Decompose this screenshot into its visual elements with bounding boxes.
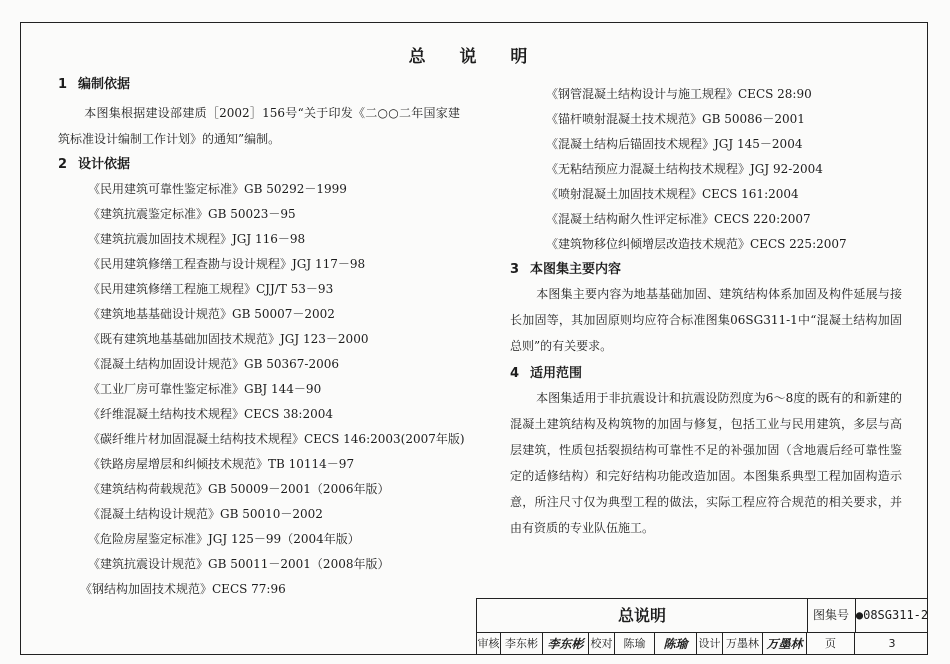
list-item: 《铁路房屋增层和纠倾技术规范》TB 10114－97 bbox=[88, 457, 355, 471]
section-3-heading bbox=[510, 261, 902, 279]
list-item: 《工业厂房可靠性鉴定标准》GBJ 144－90 bbox=[88, 382, 322, 396]
list-item: 《建筑结构荷载规范》GB 50009－2001（2006年版） bbox=[88, 482, 390, 496]
list-item: 《混凝土结构加固设计规范》GB 50367-2006 bbox=[88, 357, 339, 371]
list-item: 《喷射混凝土加固技术规程》CECS 161:2004 bbox=[546, 187, 799, 201]
check-signature: 陈瑜 bbox=[655, 633, 697, 655]
title-block-bottom-row bbox=[477, 633, 928, 655]
list-item: 《无粘结预应力混凝土结构技术规程》JGJ 92-2004 bbox=[546, 162, 823, 176]
standards-list-right bbox=[510, 82, 902, 257]
page-title: 总 说 明 bbox=[408, 47, 542, 67]
section-4-heading bbox=[510, 365, 902, 383]
list-item: 《危险房屋鉴定标准》JGJ 125－99（2004年版） bbox=[88, 532, 360, 546]
section-1-heading bbox=[58, 76, 490, 94]
drawing-title: 总说明 bbox=[477, 599, 808, 632]
list-item: 《碳纤维片材加固混凝土结构技术规程》CECS 146:2003(2007年版) bbox=[88, 432, 465, 446]
list-item: 《混凝土结构耐久性评定标准》CECS 220:2007 bbox=[546, 212, 811, 226]
section-number: 2 bbox=[58, 157, 68, 172]
section-title: 本图集主要内容 bbox=[530, 262, 622, 277]
list-item: 《民用建筑修缮工程查勘与设计规程》JGJ 117－98 bbox=[88, 257, 366, 271]
section-title: 适用范围 bbox=[530, 366, 583, 381]
list-item: 《建筑抗震设计规范》GB 50011－2001（2008年版） bbox=[88, 557, 390, 571]
list-item: 《锚杆喷射混凝土技术规范》GB 50086－2001 bbox=[546, 112, 805, 126]
atlas-number: ●08SG311-2 bbox=[855, 608, 929, 622]
list-item: 《建筑地基基础设计规范》GB 50007－2002 bbox=[88, 307, 335, 321]
atlas-number-label: 图集号 bbox=[807, 599, 856, 632]
design-name: 万墨林 bbox=[723, 633, 763, 655]
title-block bbox=[476, 598, 928, 655]
list-item: 《钢结构加固技术规范》CECS 77:96 bbox=[80, 582, 286, 596]
list-item: 《民用建筑可靠性鉴定标准》GB 50292－1999 bbox=[88, 182, 347, 196]
title-block-top-row bbox=[477, 599, 928, 633]
standards-list-left bbox=[58, 177, 490, 602]
list-item: 《混凝土结构后锚固技术规程》JGJ 145－2004 bbox=[546, 137, 803, 151]
page-label: 页 bbox=[807, 633, 855, 655]
section-number: 3 bbox=[510, 262, 520, 277]
section-number: 1 bbox=[58, 77, 68, 92]
check-name: 陈瑜 bbox=[615, 633, 655, 655]
check-label: 校对 bbox=[589, 633, 615, 655]
list-item: 《民用建筑修缮工程施工规程》CJJ/T 53－93 bbox=[88, 282, 334, 296]
list-item: 《纤维混凝土结构技术规程》CECS 38:2004 bbox=[88, 407, 334, 421]
section-3-paragraph: 本图集主要内容为地基基础加固、建筑结构体系加固及构件延展与接长加固等，其加固原则均应符合标准图集06SG311-1中“混凝土结构加固总则”的有关要求。 bbox=[510, 287, 902, 353]
list-item: 《混凝土结构设计规范》GB 50010－2002 bbox=[88, 507, 323, 521]
section-title: 设计依据 bbox=[78, 157, 131, 172]
list-item: 《钢管混凝土结构设计与施工规程》CECS 28:90 bbox=[546, 87, 812, 101]
list-item: 《建筑抗震鉴定标准》GB 50023－95 bbox=[88, 207, 296, 221]
list-item: 《建筑物移位纠倾增层改造技术规范》CECS 225:2007 bbox=[546, 237, 847, 251]
list-item: 《建筑抗震加固技术规程》JGJ 116－98 bbox=[88, 232, 306, 246]
left-column bbox=[58, 76, 490, 602]
design-signature: 万墨林 bbox=[763, 633, 807, 655]
right-column bbox=[510, 82, 902, 541]
review-signature: 李东彬 bbox=[543, 633, 589, 655]
section-4-paragraph: 本图集适用于非抗震设计和抗震设防烈度为6～8度的既有的和新建的混凝土建筑结构及构筑物的加固与修复，包括工业与民用建筑，多层与高层建筑，性质包括裂损结构可靠性不足的补强加固（含地震后经可靠性鉴定的适修结构）和完好结构功能改造加固。本图集系典型工程加固构造示意，所注尺寸仅为典型工程的做法，实际工程应符合规范的相关要求，并由有资质的专业队伍施工。 bbox=[510, 391, 902, 535]
section-number: 4 bbox=[510, 366, 520, 381]
review-label: 审核 bbox=[477, 633, 501, 655]
section-title: 编制依据 bbox=[78, 77, 131, 92]
section-2-heading bbox=[58, 156, 490, 174]
list-item: 《既有建筑地基基础加固技术规范》JGJ 123－2000 bbox=[88, 332, 369, 346]
page-number: 3 bbox=[888, 637, 896, 650]
section-1-paragraph: 本图集根据建设部建质［2002］156号“关于印发《二○○二年国家建筑标准设计编制工作计划》的通知”编制。 bbox=[58, 106, 460, 146]
design-label: 设计 bbox=[697, 633, 723, 655]
review-name: 李东彬 bbox=[501, 633, 543, 655]
